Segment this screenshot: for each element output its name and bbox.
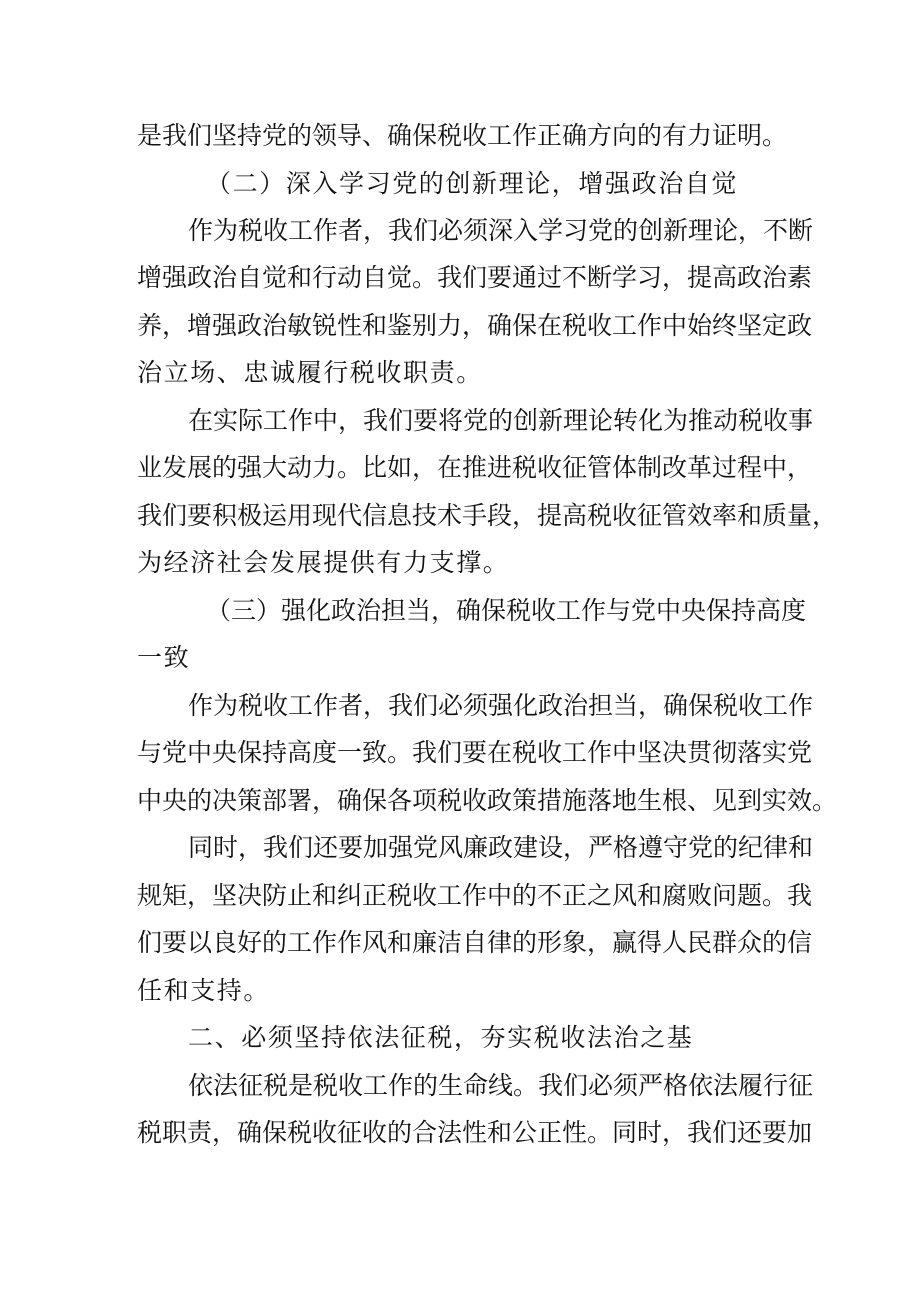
text-line: 养，增强政治敏锐性和鉴别力，确保在税收工作中始终坚定政 bbox=[137, 311, 813, 340]
section-heading: （二）深入学习党的创新理论，增强政治自觉 bbox=[206, 169, 739, 198]
section-heading: 二、必须坚持依法征税，夯实税收法治之基 bbox=[188, 1023, 694, 1052]
text-line: 税职责，确保税收征收的合法性和公正性。同时，我们还要加 bbox=[137, 1118, 813, 1147]
text-line: 在实际工作中，我们要将党的创新理论转化为推动税收事 bbox=[188, 406, 814, 435]
text-line: 增强政治自觉和行动自觉。我们要通过不断学习，提高政治素 bbox=[137, 263, 813, 292]
text-line: 我们要积极运用现代信息技术手段，提高税收征管效率和质量， bbox=[137, 501, 838, 530]
text-line: 与党中央保持高度一致。我们要在税收工作中坚决贯彻落实党 bbox=[137, 738, 813, 767]
text-line: 依法征税是税收工作的生命线。我们必须严格依法履行征 bbox=[188, 1071, 814, 1100]
section-heading: （三）强化政治担当，确保税收工作与党中央保持高度 bbox=[206, 596, 807, 625]
text-line: 是我们坚持党的领导、确保税收工作正确方向的有力证明。 bbox=[137, 121, 788, 150]
text-line: 们要以良好的工作作风和廉洁自律的形象，赢得人民群众的信 bbox=[137, 928, 813, 957]
text-line: 任和支持。 bbox=[137, 976, 271, 1005]
text-line: 治立场、忠诚履行税收职责。 bbox=[137, 358, 483, 387]
text-line: 作为税收工作者，我们必须强化政治担当，确保税收工作 bbox=[188, 691, 814, 720]
text-line: 业发展的强大动力。比如，在推进税收征管体制改革过程中， bbox=[137, 453, 813, 482]
text-line: 作为税收工作者，我们必须深入学习党的创新理论，不断 bbox=[188, 216, 814, 245]
text-line: 规矩，坚决防止和纠正税收工作中的不正之风和腐败问题。我 bbox=[137, 881, 813, 910]
text-line: 同时，我们还要加强党风廉政建设，严格遵守党的纪律和 bbox=[188, 833, 814, 862]
text-line: 为经济社会发展提供有力支撑。 bbox=[137, 548, 510, 577]
section-heading: 一致 bbox=[137, 643, 191, 672]
text-line: 中央的决策部署，确保各项税收政策措施落地生根、见到实效。 bbox=[137, 786, 838, 815]
